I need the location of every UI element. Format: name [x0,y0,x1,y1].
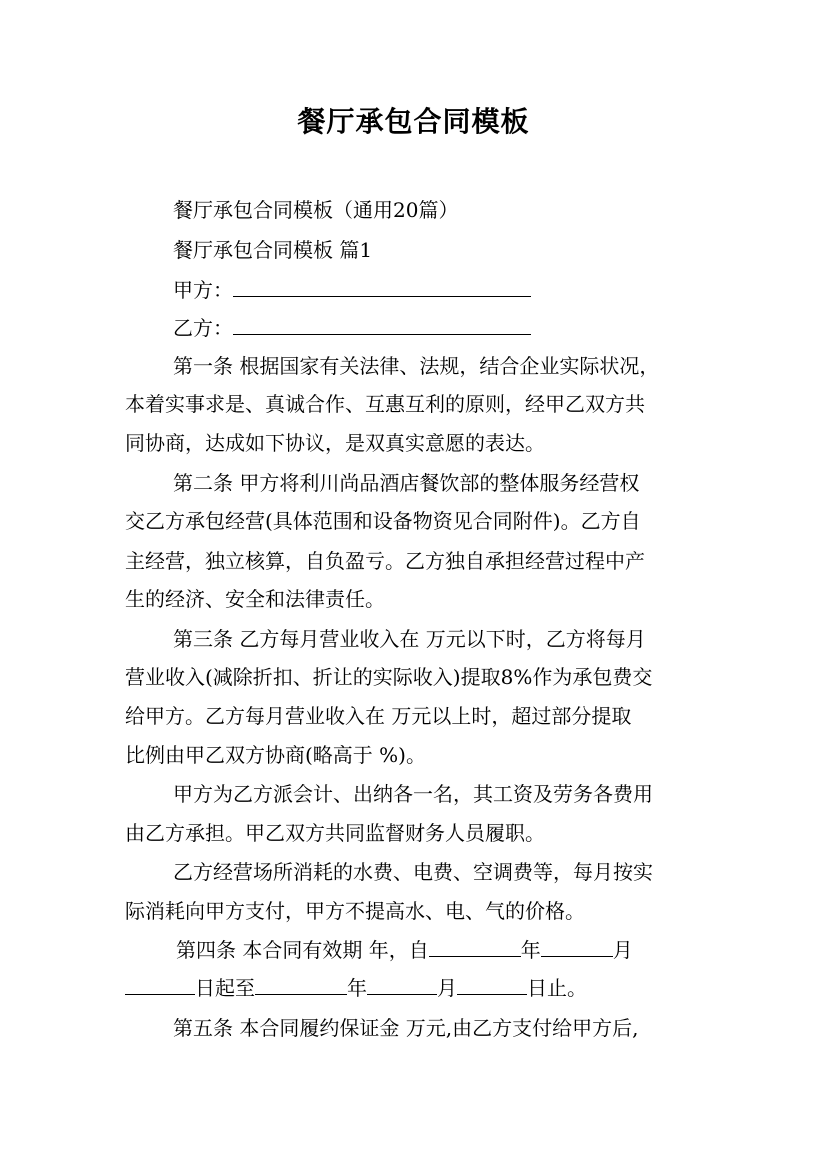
paragraph-line: 甲方为乙方派会计、出纳各一名，其工资及劳务各费用 [173,782,653,806]
end-year-blank [255,974,347,995]
document-subtitle: 餐厅承包合同模板（通用20篇） [173,198,459,222]
paragraph-line: 由乙方承担。甲乙双方共同监督财务人员履职。 [125,821,545,845]
paragraph-line: 营业收入(减除折扣、折让的实际收入)提取8%作为承包费交 [125,665,653,689]
article-4-text: 年 [347,976,367,1000]
paragraph-line: 第三条 乙方每月营业收入在 万元以下时，乙方将每月 [173,627,646,651]
article-4-text: 第四条 本合同有效期 年，自 [176,938,429,962]
paragraph-line: 交乙方承包经营(具体范围和设备物资见合同附件)。乙方自 [125,509,641,533]
start-month-blank [541,936,613,957]
article-4-line-1 [176,936,633,964]
section-heading: 餐厅承包合同模板 篇1 [173,238,373,262]
end-month-blank [367,974,437,995]
paragraph-line: 第二条 甲方将利川尚品酒店餐饮部的整体服务经营权 [173,471,640,495]
paragraph-line: 际消耗向甲方支付，甲方不提高水、电、气的价格。 [125,899,585,923]
party-b-blank [233,314,531,335]
party-a-line [173,276,531,304]
article-4-text: 月 [437,976,457,1000]
start-year-blank [429,936,521,957]
start-day-blank [125,974,195,995]
article-4-text: 日起至 [195,976,255,1000]
article-4-line-2 [125,974,587,1002]
paragraph-line: 第一条 根据国家有关法律、法规，结合企业实际状况， [173,354,660,378]
paragraph-line: 给甲方。乙方每月营业收入在 万元以上时，超过部分提取 [125,704,632,728]
paragraph-line: 乙方经营场所消耗的水费、电费、空调费等，每月按实 [173,860,653,884]
paragraph-line: 第五条 本合同履约保证金 万元,由乙方支付给甲方后, [173,1016,639,1040]
end-day-blank [457,974,527,995]
paragraph-line: 比例由甲乙双方协商(略高于 %)。 [125,743,426,767]
party-b-line [173,314,531,342]
party-a-blank [233,276,531,297]
article-4-text: 日止。 [527,976,587,1000]
document-title: 餐厅承包合同模板 [297,105,530,138]
paragraph-line: 主经营，独立核算，自负盈亏。乙方独自承担经营过程中产 [125,549,645,573]
article-4-text: 年 [520,938,541,962]
article-4-text: 月 [612,938,633,962]
party-b-label: 乙方： [173,316,233,340]
party-a-label: 甲方： [173,278,233,302]
paragraph-line: 生的经济、安全和法律责任。 [125,587,385,611]
paragraph-line: 同协商，达成如下协议，是双真实意愿的表达。 [125,431,545,455]
paragraph-line: 本着实事求是、真诚合作、互惠互利的原则，经甲乙双方共 [125,392,645,416]
